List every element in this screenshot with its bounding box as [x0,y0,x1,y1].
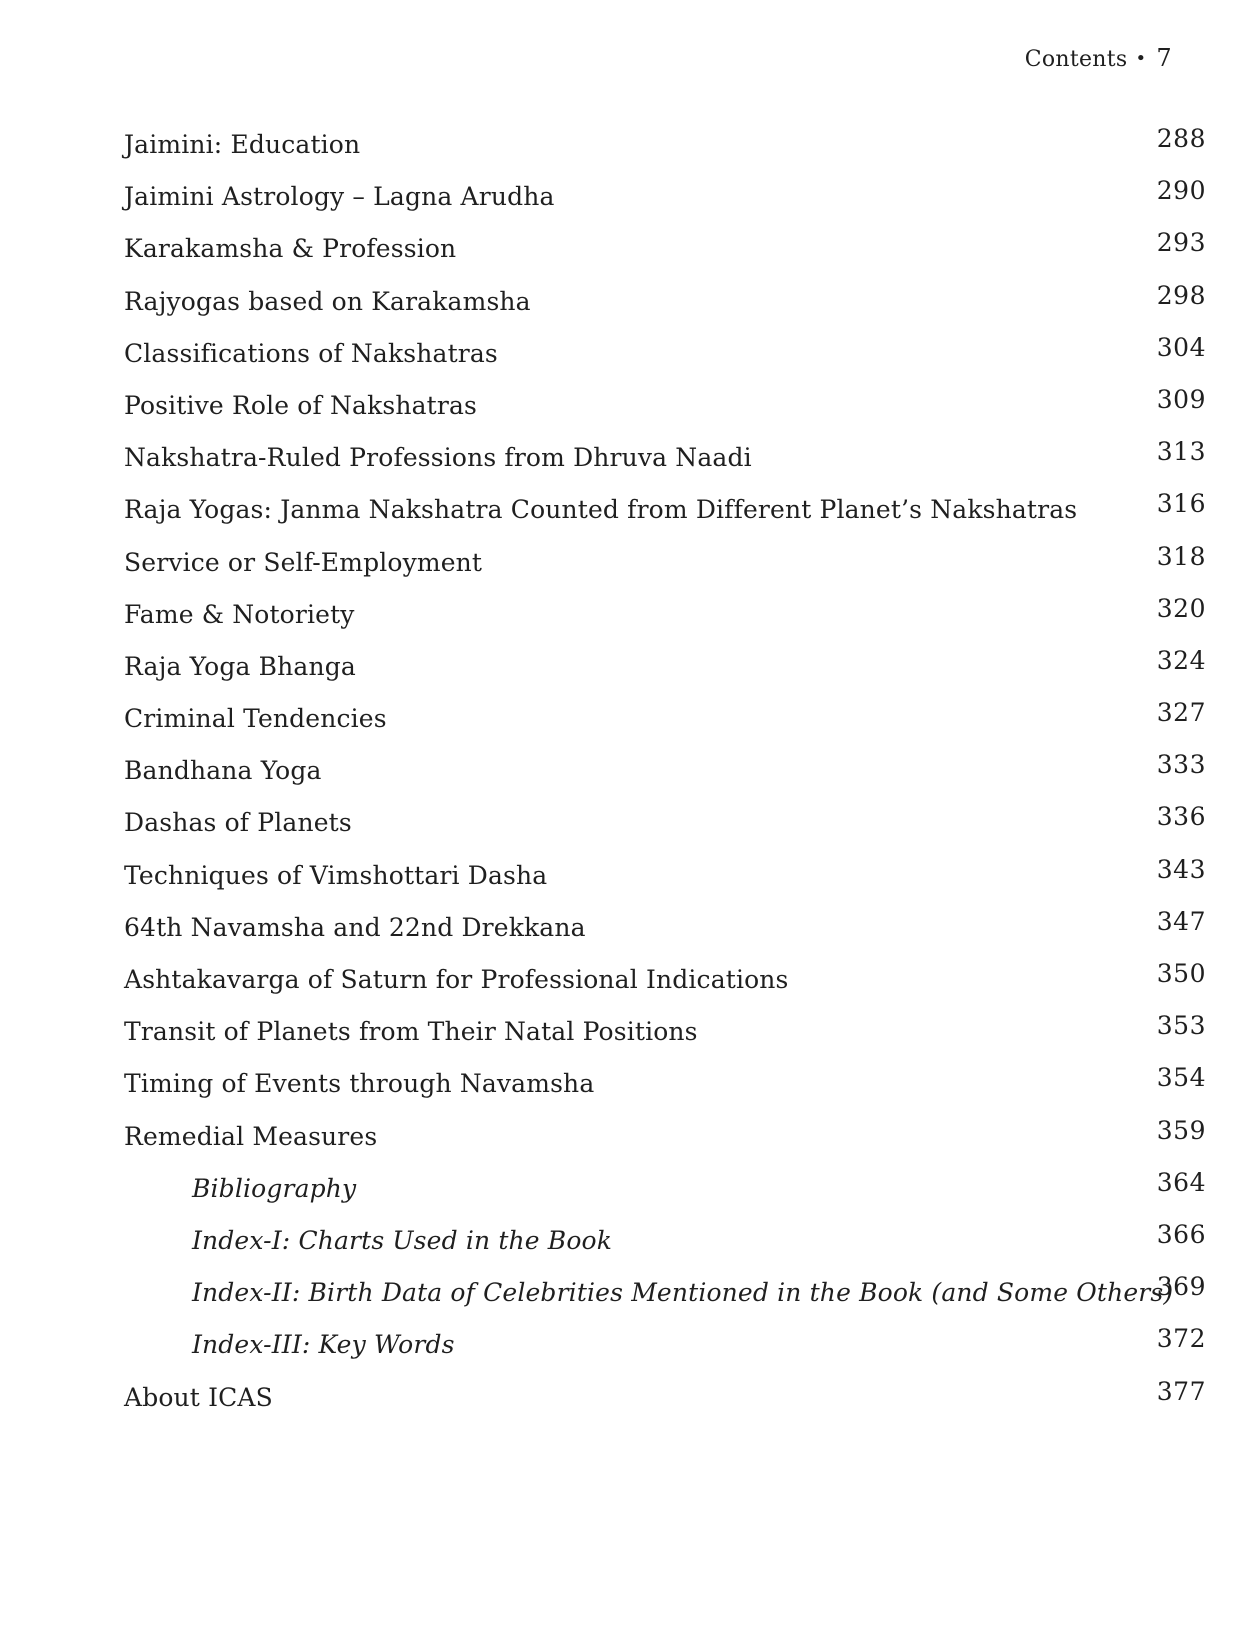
toc-entry-page-number: 366 [1156,1219,1206,1249]
page-number: 7 [1156,44,1172,72]
toc-entry-title: Nakshatra-Ruled Professions from Dhruva Naadi [124,443,752,473]
toc-entry-page-number: 288 [1156,124,1206,153]
toc-entry-page-number: 333 [1156,750,1206,780]
toc-entry-title: Ashtakavarga of Saturn for Professional Indications [124,965,789,994]
toc-entry [124,905,1206,957]
toc-entry [124,540,1206,592]
toc-entry [124,1114,1206,1166]
toc-entry-page-number: 298 [1156,280,1206,310]
toc-entry-page-number: 290 [1156,176,1206,206]
toc-entry-page-number: 372 [1156,1324,1206,1354]
toc-entry [124,800,1206,852]
running-head [1025,44,1172,72]
toc-entry-title: Index-I: Charts Used in the Book [192,1225,613,1255]
toc-entry-page-number: 309 [1156,384,1206,414]
toc-entry-title: Bibliography [192,1173,357,1203]
toc-entry-page-number: 336 [1156,802,1206,832]
toc-entry [124,383,1206,435]
toc-entry-title: Raja Yoga Bhanga [124,651,356,681]
toc-entry-page-number: 343 [1156,854,1206,884]
toc-entry [124,1270,1206,1322]
toc-entry-page-number: 350 [1156,959,1206,988]
toc-entry-title: Index-II: Birth Data of Celebrities Mentioned in the Book (and Some Others) [192,1278,1174,1308]
toc-entry-title: Dashas of Planets [124,808,352,838]
toc-entry [124,487,1206,539]
toc-entry [124,1375,1206,1427]
toc-entry-title: Index-III: Key Words [192,1330,455,1360]
toc-entry [124,748,1206,800]
toc-entry [124,696,1206,748]
toc-entry [124,957,1206,1009]
toc-entry-title: Timing of Events through Navamsha [124,1069,595,1099]
running-head-section: Contents [1024,47,1128,72]
toc-entry-title: Remedial Measures [124,1121,378,1151]
toc-entry [124,1166,1206,1218]
toc-entry-page-number: 327 [1156,698,1206,728]
toc-entry-page-number: 354 [1156,1063,1206,1093]
toc-entry-title: Jaimini Astrology – Lagna Arudha [124,182,555,212]
toc-entry [124,435,1206,487]
toc-entry-title: Rajyogas based on Karakamsha [124,286,531,316]
toc-entry [124,1061,1206,1113]
toc-entry [124,122,1206,174]
toc-entry-page-number: 369 [1156,1272,1206,1302]
toc-entry-page-number: 313 [1156,437,1206,467]
toc-entry-title: Fame & Notoriety [124,599,355,629]
toc-entry-page-number: 304 [1156,332,1206,362]
toc-entry-title: Classifications of Nakshatras [124,338,498,368]
toc-entry-title: Raja Yogas: Janma Nakshatra Counted from Different Planet’s Nakshatras [124,495,1078,525]
toc-entry-page-number: 320 [1156,593,1206,623]
toc-entry-page-number: 316 [1156,489,1206,519]
toc-entry-page-number: 377 [1156,1376,1206,1406]
toc-entry [124,853,1206,905]
toc-entry-title: Criminal Tendencies [124,704,387,734]
toc-entry [124,331,1206,383]
toc-entry-title: Bandhana Yoga [124,756,322,786]
toc-entry-title: Positive Role of Nakshatras [124,390,478,420]
toc-entry-title: Techniques of Vimshottari Dasha [124,860,548,890]
toc-entry [124,174,1206,226]
toc-entry [124,592,1206,644]
toc-entry [124,644,1206,696]
toc-entry-page-number: 293 [1156,228,1206,258]
toc-entry [124,1322,1206,1374]
toc-entry [124,1009,1206,1061]
toc-entry-title: Service or Self-Employment [124,547,483,577]
toc-entry-page-number: 353 [1156,1011,1206,1041]
toc-entry-title: Karakamsha & Profession [124,234,457,264]
toc-entry-page-number: 359 [1156,1115,1206,1145]
toc-entry-page-number: 318 [1156,541,1206,571]
toc-entry-page-number: 364 [1156,1167,1206,1197]
toc-entry [124,279,1206,331]
toc-entry-title: Transit of Planets from Their Natal Positions [124,1017,698,1047]
toc-entry-title: 64th Navamsha and 22nd Drekkana [124,912,586,942]
toc-entry-title: Jaimini: Education [124,130,361,159]
toc-entry [124,1218,1206,1270]
table-of-contents [124,122,1206,1427]
toc-entry-page-number: 347 [1156,906,1206,936]
toc-entry [124,226,1206,278]
toc-entry-title: About ICAS [124,1382,273,1412]
running-head-bullet: • [1135,48,1147,69]
toc-entry-page-number: 324 [1156,645,1206,675]
